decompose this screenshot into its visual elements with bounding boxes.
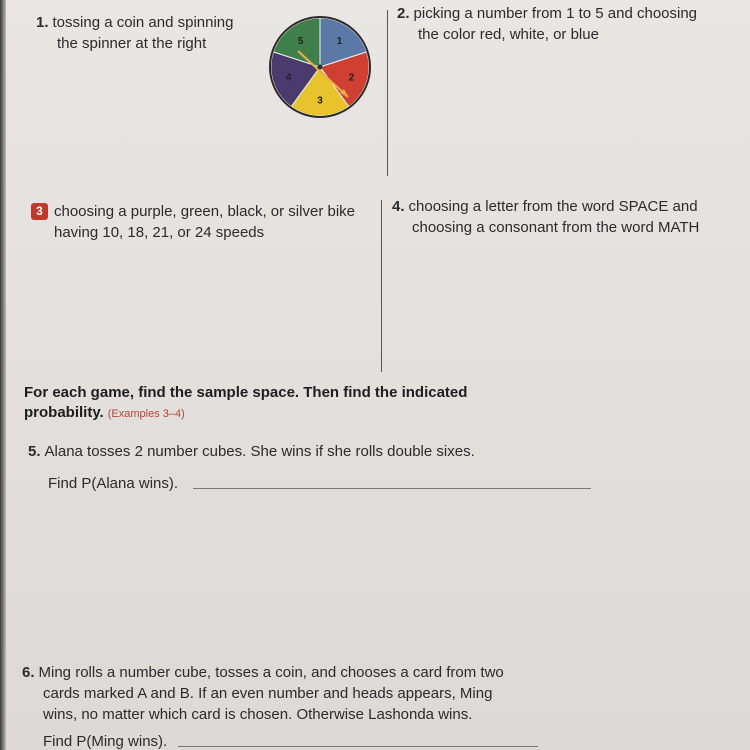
problem-4 <box>392 196 698 217</box>
spinner-label-2: 2 <box>348 72 355 84</box>
problem-1 <box>36 12 233 33</box>
problem-6-line3: wins, no matter which card is chosen. Otherwise Lashonda wins. <box>43 706 473 723</box>
spinner-center <box>318 65 323 70</box>
problem-3 <box>31 201 355 222</box>
problem-1-line1: tossing a coin and spinning <box>52 14 234 31</box>
problem-2-line2: the color red, white, or blue <box>418 26 599 43</box>
problem-5 <box>28 441 475 462</box>
problem-4-line1: choosing a letter from the word SPACE and <box>408 198 698 215</box>
problem-6-number: 6. <box>22 664 35 681</box>
problem-3-badge: 3 <box>31 203 48 220</box>
problem-6 <box>22 662 504 683</box>
spinner-label-1: 1 <box>336 35 343 47</box>
problem-6-line1: Ming rolls a number cube, tosses a coin, and chooses a card from two <box>38 664 504 681</box>
column-divider-bottom <box>381 200 382 372</box>
problem-4-line2: choosing a consonant from the word MATH <box>412 219 700 236</box>
problem-5-answer-line[interactable] <box>193 488 591 489</box>
spinner-label-5: 5 <box>297 35 304 47</box>
page-edge-shadow <box>0 0 6 750</box>
section-heading-line2 <box>24 403 185 424</box>
problem-1-number: 1. <box>36 14 49 31</box>
column-divider-top <box>387 10 388 176</box>
problem-2 <box>397 3 697 24</box>
problem-1-line2: the spinner at the right <box>57 35 207 52</box>
problem-6-find: Find P(Ming wins). <box>43 733 168 750</box>
problem-2-line1: picking a number from 1 to 5 and choosing <box>413 5 698 22</box>
spinner-label-4: 4 <box>285 72 292 84</box>
problem-5-find: Find P(Alana wins). <box>48 475 179 492</box>
problem-2-number: 2. <box>397 5 410 22</box>
spinner-figure <box>268 15 372 119</box>
section-heading-line1: For each game, find the sample space. Then find the indicated <box>24 384 468 401</box>
problem-6-answer-line[interactable] <box>178 746 538 747</box>
problem-4-number: 4. <box>392 198 405 215</box>
problem-6-line2: cards marked A and B. If an even number and heads appears, Ming <box>43 685 493 702</box>
problem-5-line1: Alana tosses 2 number cubes. She wins if she rolls double sixes. <box>44 443 475 460</box>
section-heading-probability: probability. <box>24 404 104 421</box>
problem-5-number: 5. <box>28 443 41 460</box>
examples-reference: (Examples 3–4) <box>107 408 185 420</box>
problem-3-line1: choosing a purple, green, black, or silver bike <box>54 203 355 220</box>
problem-3-line2: having 10, 18, 21, or 24 speeds <box>54 224 265 241</box>
spinner-label-3: 3 <box>317 95 323 107</box>
